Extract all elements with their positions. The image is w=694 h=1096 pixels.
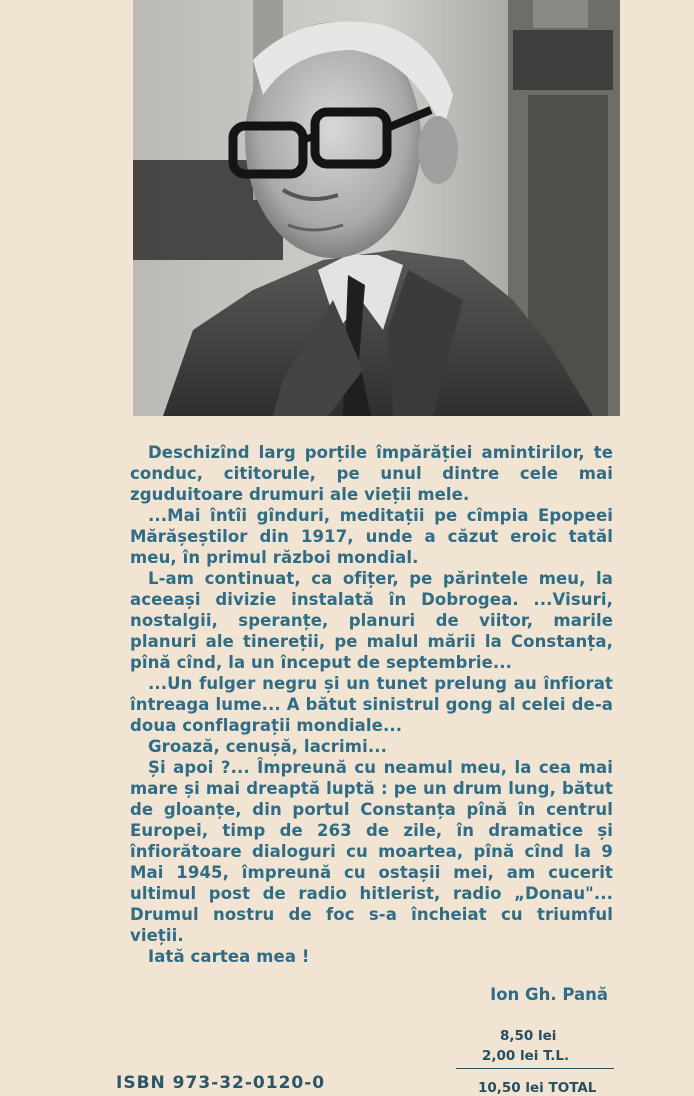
price-block (474, 1026, 569, 1066)
author-signature: Ion Gh. Pană (490, 985, 608, 1004)
isbn: ISBN 973-32-0120-0 (116, 1073, 326, 1093)
price-line-2: 2,00 lei T.L. (482, 1048, 570, 1064)
price-divider (456, 1068, 614, 1069)
paragraph: Iată cartea mea ! (148, 947, 310, 966)
author-portrait (133, 0, 620, 416)
paragraph: L-am continuat, ca ofițer, pe părintele meu, la aceeași divizie instalată în Dobrogea. ...Visuri, nostalgii, speranțe, planuri de viitor, marile planuri ale tinereții, pe malul mării la Constanța, pînă cînd, la un început de septembrie... (130, 569, 613, 672)
back-cover-text (130, 442, 613, 967)
paragraph: Groază, cenușă, lacrimi... (148, 737, 387, 756)
paragraph: Deschizînd larg porțile împărăției amintirilor, te conduc, cititorule, pe unul dintre cele mai zguduitoare drumuri ale vieții mele. (130, 443, 613, 504)
paragraph: ...Mai întîi gînduri, meditații pe cîmpia Epopeei Mărășeștilor din 1917, unde a căzut eroic tatăl meu, în primul război mondial. (130, 506, 613, 567)
price-line-1: 8,50 lei (500, 1028, 557, 1044)
paragraph: Și apoi ?... Împreună cu neamul meu, la cea mai mare și mai dreaptă luptă : pe un drum lung, bătut de gloanțe, din portul Constanța pînă în centrul Europei, timp de 263 de zile, în dramatice și înfiorătoare dialoguri cu moartea, pînă cînd la 9 Mai 1945, împreună cu ostașii mei, am cucerit ultimul post de radio hitlerist, radio „Donau"... Drumul nostru de foc s-a încheiat cu triumful vieții. (130, 758, 613, 945)
paragraph: ...Un fulger negru și un tunet prelung au înfiorat întreaga lume... A bătut sinistrul gong al celei de-a doua conflagrații mondiale... (130, 674, 613, 735)
price-total: 10,50 lei TOTAL (478, 1080, 597, 1096)
